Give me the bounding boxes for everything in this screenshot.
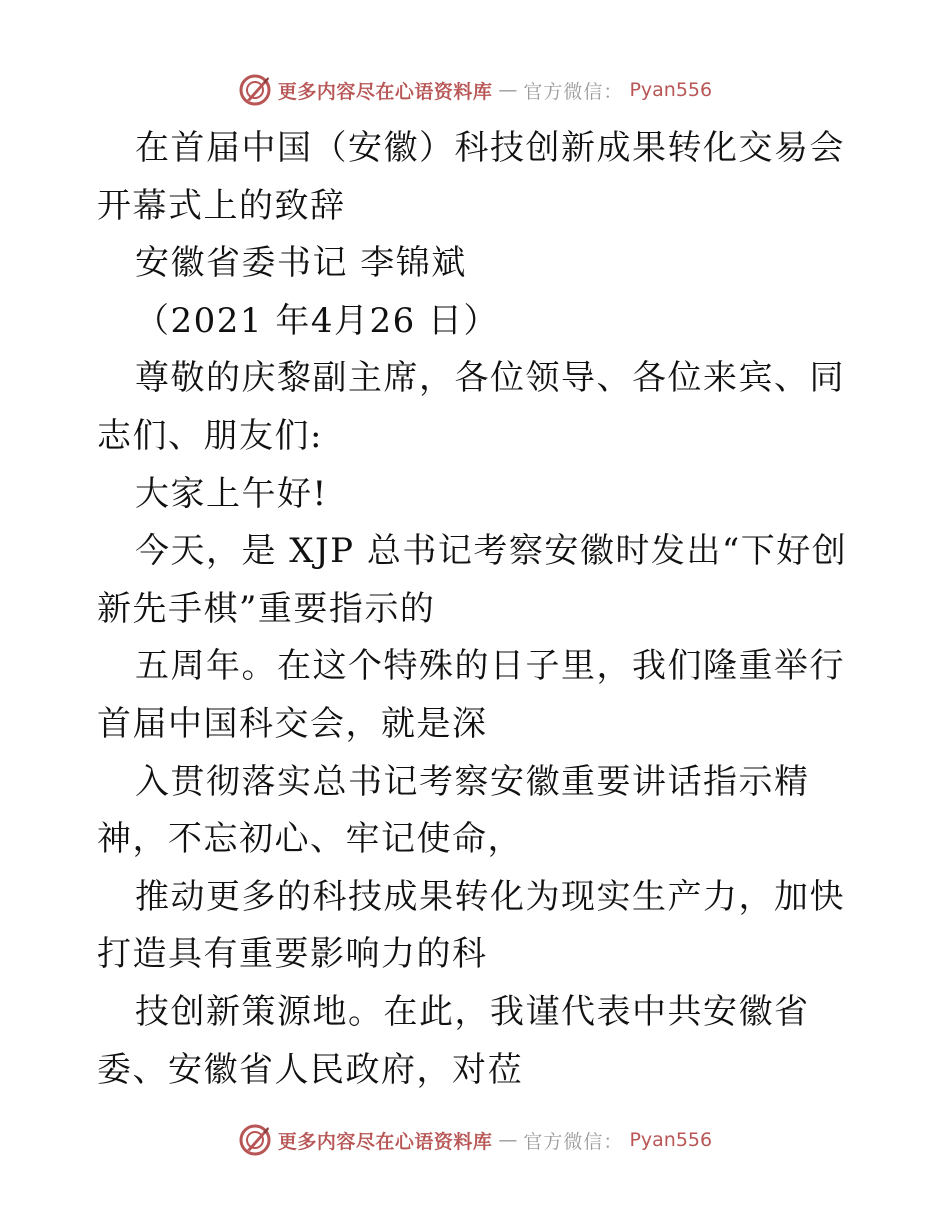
document-body xyxy=(97,120,857,1099)
footer-banner xyxy=(0,1120,950,1160)
contact-label: 官方微信： xyxy=(523,1130,624,1153)
header-banner xyxy=(0,70,950,110)
document-byline: 安徽省委书记 李锦斌 xyxy=(135,243,467,284)
wechat-id: Pyan556 xyxy=(629,1129,713,1151)
promo-text: 更多内容尽在心语资料库 xyxy=(277,80,493,103)
document-date: （2021 年4月26 日） xyxy=(135,300,500,341)
quill-seal-logo-icon xyxy=(238,1123,272,1157)
paragraph: 五周年。在这个特殊的日子里，我们隆重举行首届中国科交会，就是深 xyxy=(97,646,845,744)
paragraph: 今天，是 XJP 总书记考察安徽时发出“下好创新先手棋”重要指示的 xyxy=(97,531,848,629)
paragraph: 入贯彻落实总书记考察安徽重要讲话指示精神，不忘初心、牢记使命， xyxy=(97,761,810,860)
contact-label: 官方微信： xyxy=(523,80,624,103)
paragraph: 技创新策源地。在此，我谨代表中共安徽省委、安徽省人民政府，对莅 xyxy=(97,991,810,1090)
paragraph: 大家上午好! xyxy=(135,473,328,514)
paragraph: 推动更多的科技成果转化为现实生产力，加快打造具有重要影响力的科 xyxy=(97,876,845,975)
banner-separator: — xyxy=(498,79,518,101)
quill-seal-logo-icon xyxy=(238,73,272,107)
wechat-id: Pyan556 xyxy=(629,79,713,101)
document-title: 在首届中国（安徽）科技创新成果转化交易会开幕式上的致辞 xyxy=(97,128,845,226)
promo-text: 更多内容尽在心语资料库 xyxy=(277,1130,493,1153)
paragraph: 尊敬的庆黎副主席，各位领导、各位来宾、同志们、朋友们: xyxy=(97,358,845,456)
banner-separator: — xyxy=(498,1129,518,1151)
